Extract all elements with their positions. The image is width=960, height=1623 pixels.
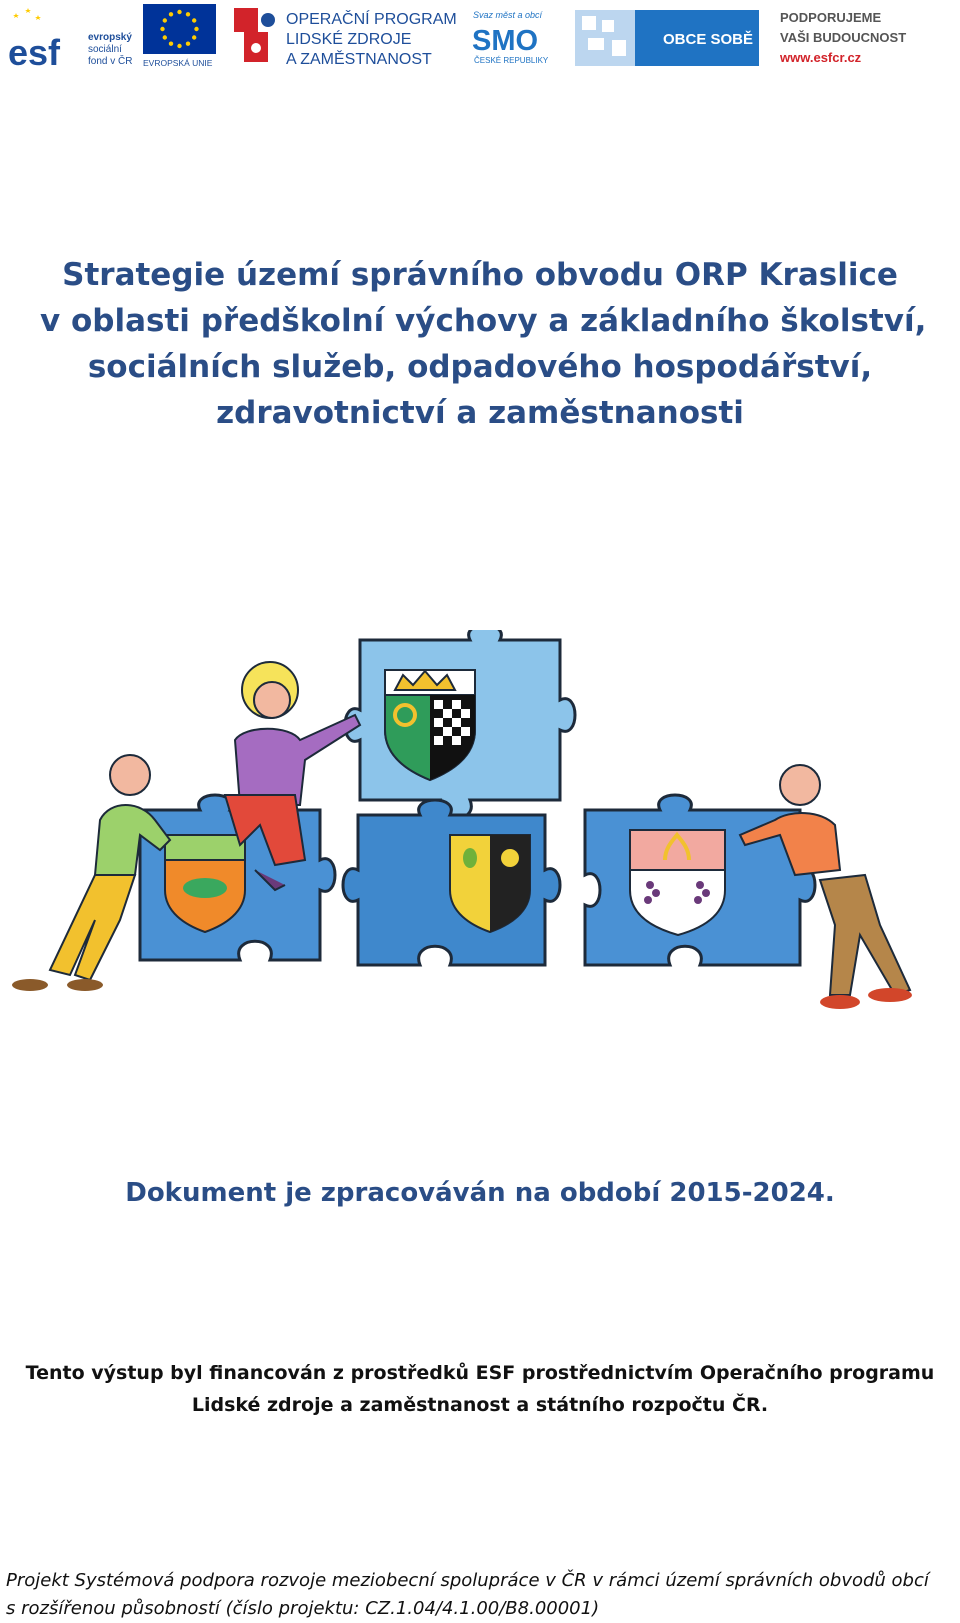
project-footer [6, 1567, 956, 1623]
puzzle-piece-middle [343, 800, 560, 965]
funding-statement [20, 1357, 940, 1421]
smo-top-text: Svaz měst a obcí [473, 10, 543, 20]
document-period: Dokument je zpracováván na období 2015-2024. [125, 1178, 835, 1208]
esfcr-line-1: PODPORUJEME [780, 10, 882, 25]
esfcr-url: www.esfcr.cz [780, 50, 862, 65]
oplzz-line-3: A ZAMĚSTNANOST [286, 51, 432, 68]
oplzz-logo [234, 8, 457, 68]
smo-bottom-text: ČESKÉ REPUBLIKY [474, 56, 549, 65]
esf-logo-line-1: evropský [88, 32, 132, 43]
obce-sobe-text: OBCE SOBĚ [663, 31, 754, 48]
oplzz-line-1: OPERAČNÍ PROGRAM [286, 11, 457, 28]
footer-line-2: s rozšířenou působností (číslo projektu: CZ.1.04/4.1.00/B8.00001) [6, 1598, 600, 1619]
obce-sobe-logo [575, 10, 759, 66]
esf-logo-line-3: fond v ČR [88, 56, 133, 67]
esfcr-line-2: VAŠI BUDOUCNOST [780, 30, 907, 45]
esf-logo [8, 8, 132, 73]
puzzle-cooperation-illustration [0, 630, 960, 1060]
document-title [40, 252, 927, 436]
puzzle-piece-top [345, 630, 575, 819]
esf-logo-mark: esf [8, 32, 61, 73]
esf-logo-line-2: sociální [88, 44, 122, 55]
funding-line-2: Lidské zdroje a zaměstnanost a státního rozpočtu ČR. [191, 1394, 769, 1416]
title-line-2: v oblasti předškolní výchovy a základního školství, [40, 303, 927, 339]
eu-flag-logo [143, 4, 216, 68]
oplzz-line-2: LIDSKÉ ZDROJE [286, 31, 412, 48]
eu-logo-caption: EVROPSKÁ UNIE [143, 58, 213, 68]
esfcr-logo [779, 10, 906, 65]
footer-line-1: Projekt Systémová podpora rozvoje meziobecní spolupráce v ČR v rámci území správních obvodů obcí [6, 1570, 929, 1591]
smo-logo [472, 10, 549, 65]
title-line-4: zdravotnictví a zaměstnanosti [216, 395, 744, 431]
funding-line-1: Tento výstup byl financován z prostředků ESF prostřednictvím Operačního programu [25, 1362, 935, 1384]
header-logo-bar [0, 0, 960, 75]
title-line-3: sociálních služeb, odpadového hospodářství, [87, 349, 873, 385]
smo-mark: SMO [472, 25, 539, 57]
title-line-1: Strategie území správního obvodu ORP Kraslice [62, 257, 898, 293]
